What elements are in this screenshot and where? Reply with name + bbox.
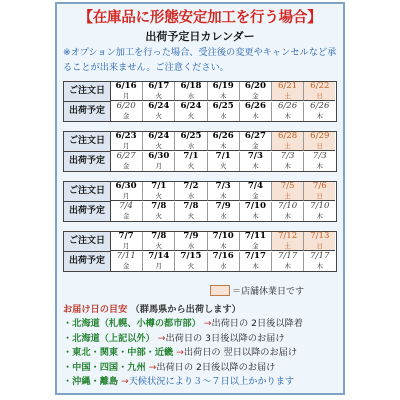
date-text: 6/27 (116, 151, 136, 161)
arrow-icon: → (173, 347, 184, 358)
order-date-cell (110, 232, 142, 251)
order-date-cell (271, 82, 303, 101)
weekday-text: 火 (187, 211, 195, 220)
weekday-text: 金 (122, 111, 130, 120)
order-date-cell (207, 232, 239, 251)
date-text: 6/26 (277, 101, 298, 111)
date-text: 7/10 (277, 201, 298, 211)
weekday-text: 木 (219, 91, 227, 100)
arrow-icon: → (118, 376, 129, 387)
date-text: 7/8 (151, 201, 167, 211)
weekday-text: 月 (122, 141, 130, 150)
weekday-text: 火 (155, 111, 163, 120)
ship-date-cell (207, 102, 239, 121)
week-block (63, 131, 337, 172)
weekday-text: 金 (252, 191, 259, 200)
delivery-region: ・中国・四国・九州 (63, 361, 146, 373)
date-text: 6/18 (180, 81, 202, 91)
date-text: 6/23 (115, 131, 137, 141)
date-text: 7/2 (183, 181, 199, 191)
order-date-cell (239, 82, 271, 101)
order-date-cell (271, 182, 303, 201)
delivery-region: ・北海道（上記以外） (63, 332, 155, 344)
order-date-cell (142, 182, 174, 201)
date-text: 6/16 (115, 81, 137, 91)
order-date-cell (142, 82, 174, 101)
date-text: 7/8 (151, 231, 167, 241)
row-label-column (64, 182, 111, 221)
delivery-heading-text: お届け日の目安 (63, 304, 128, 315)
order-date-cell (174, 182, 206, 201)
order-date-cell (239, 232, 271, 251)
order-date-cell (271, 232, 303, 251)
ship-date-cell (239, 252, 271, 271)
order-date-cell (174, 232, 206, 251)
arrow-icon: → (154, 332, 166, 344)
weekday-text: 水 (219, 111, 227, 120)
ship-date-cell (303, 102, 335, 121)
ship-date-cell (207, 252, 239, 271)
weekday-text: 水 (187, 91, 195, 100)
order-date-cell (303, 132, 335, 151)
order-date-cell (303, 82, 335, 101)
date-text: 6/28 (277, 131, 298, 141)
weekday-text: 木 (284, 161, 291, 170)
weekday-text: 日 (316, 241, 324, 250)
ship-date-cell (271, 252, 303, 271)
date-text: 7/11 (116, 251, 136, 261)
weekday-text: 土 (284, 141, 291, 150)
ship-date-label: 出荷予定 (68, 156, 105, 166)
ship-date-cell (303, 252, 335, 271)
order-date-label: ご注文日 (64, 182, 110, 202)
date-text: 6/17 (148, 81, 170, 91)
delivery-row (63, 332, 343, 347)
ship-date-cell (110, 202, 142, 221)
delivery-row (63, 317, 343, 332)
date-text: 7/11 (244, 231, 266, 241)
holiday-swatch (210, 285, 230, 296)
weekday-text: 火 (155, 141, 163, 150)
date-text: 6/29 (310, 131, 330, 141)
weekday-text: 木 (252, 211, 259, 220)
ship-date-cell (174, 252, 206, 271)
date-text: 7/3 (247, 151, 263, 161)
weekday-text: 火 (155, 241, 163, 250)
ship-date-cell (239, 202, 271, 221)
date-text: 7/3 (215, 181, 231, 191)
ship-date-cell (174, 202, 206, 221)
weekday-text: 日 (316, 191, 324, 200)
date-text: 7/17 (310, 251, 330, 261)
date-text: 7/1 (183, 151, 199, 161)
weekday-text: 木 (219, 191, 227, 200)
ship-date-cell (110, 102, 142, 121)
date-text: 7/4 (247, 181, 263, 191)
order-date-cell (207, 132, 239, 151)
date-text: 6/26 (310, 101, 330, 111)
ship-date-cell (303, 152, 335, 171)
delivery-estimate: 天候状況により３～７日以上かかります (128, 376, 295, 387)
delivery-estimate: 出荷日の 3日後以降のお届け (165, 332, 285, 344)
date-text: 6/24 (148, 131, 170, 141)
ship-date-label: 出荷予定 (68, 106, 105, 116)
weekday-text: 木 (252, 111, 259, 120)
date-text: 6/25 (180, 131, 202, 141)
order-date-cell (239, 132, 271, 151)
week-block (63, 231, 337, 272)
weekday-text: 月 (122, 191, 130, 200)
order-date-cell (271, 132, 303, 151)
date-text: 7/17 (244, 251, 266, 261)
date-text: 6/26 (212, 131, 234, 141)
weekday-text: 土 (284, 91, 291, 100)
date-text: 6/19 (212, 81, 234, 91)
weekday-text: 水 (187, 141, 195, 150)
ship-date-cell (142, 252, 174, 271)
row-label-column (64, 132, 111, 171)
delivery-heading-note: （群馬県から出荷します） (130, 304, 241, 315)
weekday-text: 月 (122, 91, 130, 100)
weekday-text: 火 (187, 161, 195, 170)
legend-text: ＝店舗休業日です (232, 287, 305, 297)
ship-date-cell (303, 202, 335, 221)
date-text: 6/20 (116, 101, 136, 111)
ship-date-cell (207, 152, 239, 171)
date-text: 6/24 (180, 101, 202, 111)
order-date-cell (207, 182, 239, 201)
date-text: 6/24 (148, 101, 170, 111)
date-text: 6/26 (244, 101, 266, 111)
week-block (63, 81, 337, 122)
delivery-row (63, 361, 343, 376)
date-text: 7/7 (118, 231, 134, 241)
weekday-text: 火 (219, 161, 227, 170)
weekday-text: 月 (155, 261, 163, 270)
date-text: 7/9 (215, 201, 231, 211)
weekday-text: 月 (122, 241, 130, 250)
order-date-label: ご注文日 (64, 232, 110, 252)
date-text: 7/10 (212, 231, 234, 241)
ship-date-cell (110, 152, 142, 171)
date-text: 6/20 (244, 81, 266, 91)
weekday-text: 金 (122, 211, 130, 220)
date-text: 6/30 (115, 181, 137, 191)
weekday-text: 水 (219, 261, 227, 270)
ship-date-cell (207, 202, 239, 221)
order-date-cell (110, 82, 142, 101)
order-date-cell (174, 82, 206, 101)
weekday-text: 土 (284, 241, 291, 250)
order-date-cell (142, 232, 174, 251)
weekday-text: 木 (284, 111, 291, 120)
weekday-text: 火 (187, 111, 195, 120)
row-label-column (64, 232, 111, 271)
date-text: 7/1 (215, 151, 231, 161)
order-date-cell (303, 232, 335, 251)
weekday-text: 金 (252, 141, 259, 150)
option-note: ※オプション加工を行った場合、受注後の変更やキャンセルなど承ることが出来ません。ご注意ください。 (63, 47, 337, 73)
order-date-cell (207, 82, 239, 101)
date-text: 7/10 (310, 201, 330, 211)
date-text: 7/9 (183, 231, 199, 241)
weekday-text: 水 (219, 211, 227, 220)
legend (210, 284, 340, 298)
date-text: 7/3 (280, 151, 295, 161)
weekday-text: 木 (284, 261, 291, 270)
date-text: 7/6 (312, 181, 327, 191)
weekday-text: 木 (219, 241, 227, 250)
ship-date-label: 出荷予定 (68, 206, 105, 216)
date-text: 6/30 (148, 151, 170, 161)
ship-date-cell (174, 102, 206, 121)
weekday-text: 木 (252, 261, 259, 270)
weekday-text: 木 (316, 111, 324, 120)
page-title: 【在庫品に形態安定加工を行う場合】 (78, 10, 322, 26)
weekday-text: 火 (155, 91, 163, 100)
delivery-row (63, 346, 343, 361)
ship-date-cell (239, 102, 271, 121)
date-text: 7/10 (244, 201, 266, 211)
weekday-text: 火 (155, 211, 163, 220)
delivery-estimate: 出荷日の 2日後以降のお届け (156, 361, 276, 373)
arrow-icon: → (200, 318, 212, 329)
weekday-text: 木 (252, 161, 259, 170)
weekday-text: 金 (122, 261, 130, 270)
ship-date-cell (271, 102, 303, 121)
weekday-text: 金 (122, 161, 130, 170)
ship-date-cell (110, 252, 142, 271)
delivery-row (63, 375, 343, 390)
weekday-text: 火 (187, 261, 195, 270)
weekday-text: 水 (187, 191, 195, 200)
date-text: 7/3 (312, 151, 327, 161)
weekday-text: 木 (316, 261, 324, 270)
delivery-region: ・北海道（札幌、小樽の都市部） (63, 318, 201, 329)
delivery-region: ・東北・関東・中部・近畿 (63, 347, 174, 358)
weekday-text: 木 (219, 141, 227, 150)
date-text: 7/8 (183, 201, 199, 211)
delivery-guide (63, 302, 343, 390)
date-text: 7/17 (277, 251, 298, 261)
delivery-region: ・沖縄・離島 (63, 376, 119, 387)
order-date-cell (110, 182, 142, 201)
order-date-label: ご注文日 (64, 132, 110, 152)
date-text: 6/25 (212, 101, 234, 111)
date-text: 7/1 (151, 181, 167, 191)
delivery-estimate: 出荷日の 翌日以降のお届け (183, 347, 298, 358)
weekday-text: 木 (284, 211, 291, 220)
date-text: 7/5 (280, 181, 295, 191)
order-date-cell (174, 132, 206, 151)
date-text: 7/14 (148, 251, 170, 261)
weekday-text: 火 (155, 191, 163, 200)
date-text: 7/4 (119, 201, 134, 211)
weekday-text: 木 (316, 211, 324, 220)
weekday-text: 金 (252, 241, 259, 250)
weekday-text: 金 (252, 91, 259, 100)
calendar-subtitle: 出荷予定日カレンダー (145, 30, 255, 43)
date-text: 6/22 (310, 81, 330, 91)
week-block (63, 181, 337, 222)
arrow-icon: → (145, 361, 157, 373)
date-text: 6/27 (244, 131, 266, 141)
ship-date-cell (142, 202, 174, 221)
order-date-cell (110, 132, 142, 151)
weekday-text: 日 (316, 141, 324, 150)
calendar-card (55, 2, 345, 395)
date-text: 7/15 (180, 251, 202, 261)
delivery-heading (63, 302, 343, 317)
order-date-cell (239, 182, 271, 201)
order-date-cell (142, 132, 174, 151)
ship-date-cell (271, 202, 303, 221)
weekday-text: 水 (187, 241, 195, 250)
weekday-text: 日 (316, 91, 324, 100)
order-date-label: ご注文日 (64, 82, 110, 102)
weekday-text: 土 (284, 191, 291, 200)
ship-date-cell (142, 152, 174, 171)
date-text: 7/16 (212, 251, 234, 261)
weekday-text: 木 (316, 161, 324, 170)
ship-date-cell (174, 152, 206, 171)
weekday-text: 月 (155, 161, 163, 170)
delivery-estimate: 出荷日の 2日後以降着 (211, 318, 303, 329)
ship-date-cell (271, 152, 303, 171)
date-text: 7/13 (310, 231, 330, 241)
ship-date-cell (142, 102, 174, 121)
order-date-cell (303, 182, 335, 201)
ship-date-label: 出荷予定 (68, 256, 105, 266)
ship-date-cell (239, 152, 271, 171)
row-label-column (64, 82, 111, 121)
date-text: 7/12 (277, 231, 298, 241)
date-text: 6/21 (277, 81, 298, 91)
